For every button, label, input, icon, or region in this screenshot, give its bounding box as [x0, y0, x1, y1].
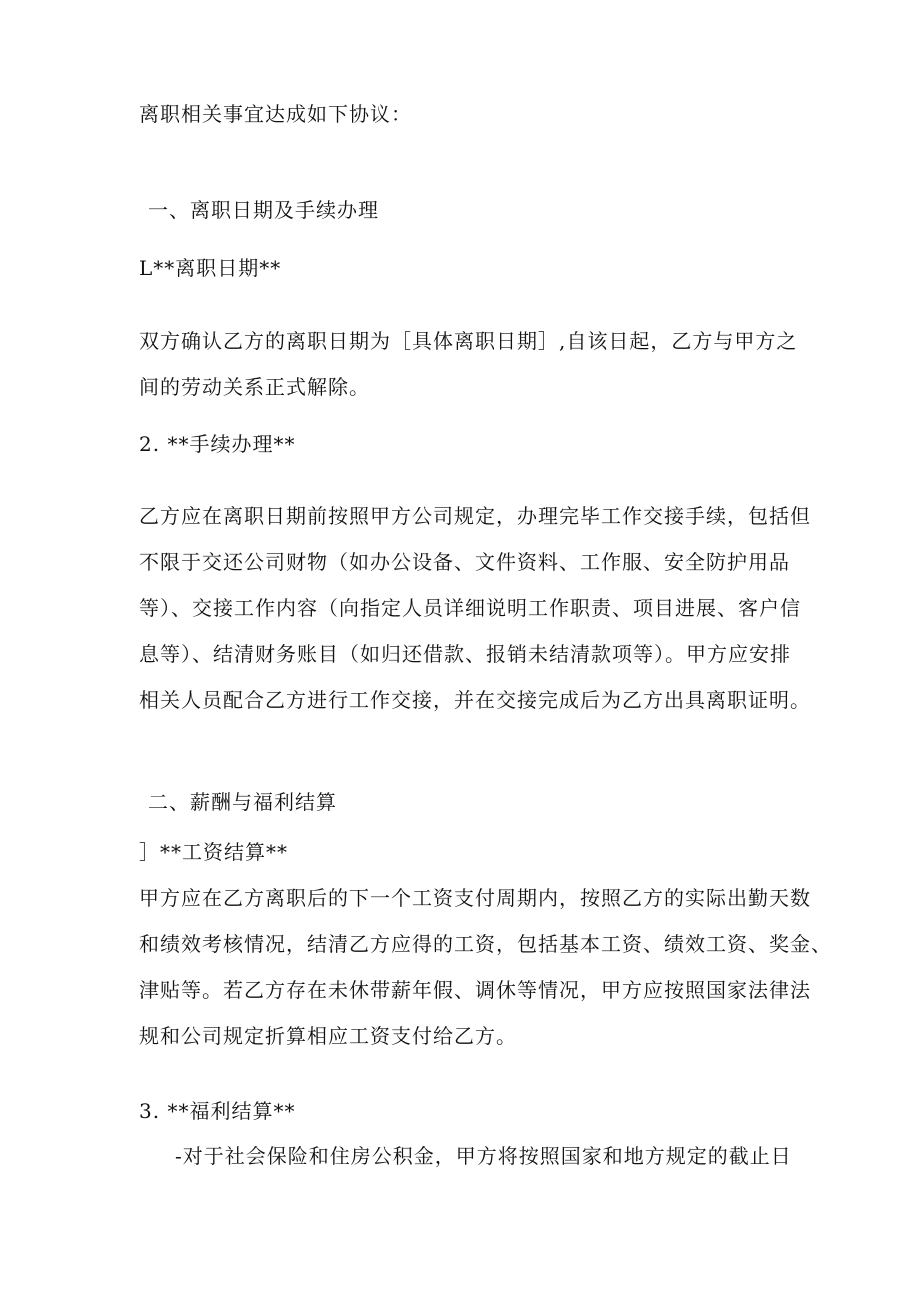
section1-item1-line: 间的劳动关系正式解除。: [139, 375, 370, 399]
section2-item1-title: ］**工资结算**: [139, 840, 288, 864]
section1-item2-line: 等）、交接工作内容（向指定人员详细说明工作职责、项目进展、客户信: [139, 596, 801, 620]
section1-item1-title: L**离职日期**: [139, 256, 282, 280]
section2-heading: 二、薪酬与福利结算: [148, 790, 337, 814]
section2-item1-line: 甲方应在乙方离职后的下一个工资支付周期内，按照乙方的实际出勤天数: [139, 886, 811, 910]
section1-item2-title: 2. **手续办理**: [139, 432, 296, 456]
section2-item1-line: 和绩效考核情况，结清乙方应得的工资，包括基本工资、绩效工资、奖金、: [139, 932, 832, 956]
section1-item2-line: 乙方应在离职日期前按照甲方公司规定，办理完毕工作交接手续，包括但: [139, 504, 811, 528]
section1-item1-line: 双方确认乙方的离职日期为［具体离职日期］,自该日起，乙方与甲方之: [139, 329, 798, 353]
section1-heading: 一、离职日期及手续办理: [148, 198, 379, 222]
section2-item1-line: 津贴等。若乙方存在未休带薪年假、调休等情况，甲方应按照国家法律法: [139, 978, 811, 1002]
section2-item1-line: 规和公司规定折算相应工资支付给乙方。: [139, 1024, 517, 1048]
section1-item2-line: 不限于交还公司财物（如办公设备、文件资料、工作服、安全防护用品: [139, 550, 790, 574]
section2-item3-title: 3. **福利结算**: [139, 1099, 296, 1123]
section1-item2-line: 息等）、结清财务账目（如归还借款、报销未结清款项等）。甲方应安排: [139, 642, 791, 666]
section1-item2-line: 相关人员配合乙方进行工作交接，并在交接完成后为乙方出具离职证明。: [139, 688, 811, 712]
intro-line: 离职相关事宜达成如下协议：: [139, 102, 412, 126]
section2-item3-line: -对于社会保险和住房公积金，甲方将按照国家和地方规定的截止日: [175, 1144, 792, 1168]
